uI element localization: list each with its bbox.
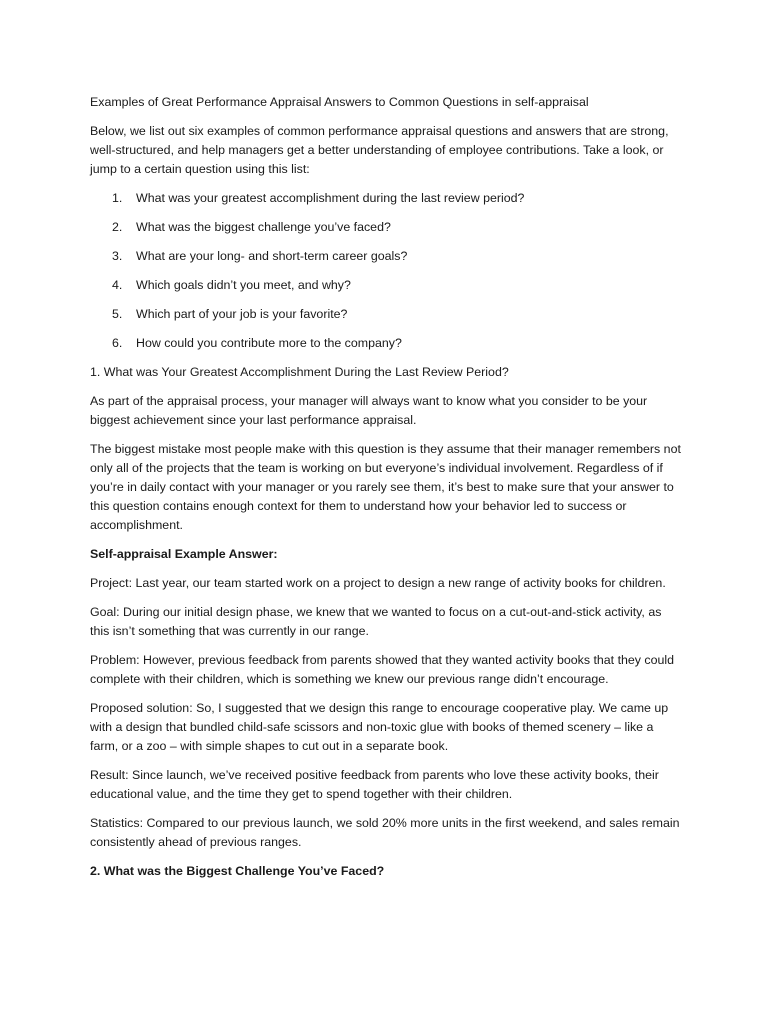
example-answer-heading: Self-appraisal Example Answer:: [90, 547, 278, 561]
list-item: [112, 305, 682, 324]
list-item: [112, 334, 682, 353]
intro-paragraph: Below, we list out six examples of common performance appraisal questions and answers that are strong, well-structured, and help managers get a better understanding of employee contributions. Take a look, or jump to a certain question using this list:: [90, 124, 669, 176]
list-item-text: Which part of your job is your favorite?: [136, 307, 348, 321]
section-1-heading: 1. What was Your Greatest Accomplishment During the Last Review Period?: [90, 365, 509, 379]
list-item: [112, 218, 682, 237]
statistics-paragraph: Statistics: Compared to our previous launch, we sold 20% more units in the first weekend, and sales remain consistently ahead of previous ranges.: [90, 816, 680, 849]
list-item: [112, 189, 682, 208]
section-2-heading: 2. What was the Biggest Challenge You’ve Faced?: [90, 864, 385, 878]
list-item-number: 3.: [112, 249, 123, 263]
list-item-text: What was your greatest accomplishment during the last review period?: [136, 191, 525, 205]
section-1-paragraph-1: As part of the appraisal process, your manager will always want to know what you consider to be your biggest achievement since your last performance appraisal.: [90, 394, 648, 427]
list-item-number: 5.: [112, 307, 123, 321]
solution-paragraph: Proposed solution: So, I suggested that we design this range to encourage cooperative play. We came up with a design that bundled child-safe scissors and non-toxic glue with books of themed scenery – like a farm, or a zoo – with simple shapes to cut out in a separate book.: [90, 701, 669, 753]
list-item-text: What was the biggest challenge you’ve faced?: [136, 220, 391, 234]
list-item-number: 6.: [112, 336, 123, 350]
document-title: Examples of Great Performance Appraisal Answers to Common Questions in self-appraisal: [90, 95, 589, 109]
list-item: [112, 247, 682, 266]
question-list: [90, 189, 682, 353]
problem-paragraph: Problem: However, previous feedback from parents showed that they wanted activity books that they could complete with their children, which is something we knew our previous range didn’t encourage.: [90, 653, 675, 686]
section-1-paragraph-2: The biggest mistake most people make with this question is they assume that their manager remembers not only all of the projects that the team is working on but everyone’s individual involvement. Regardless of if you’re in daily contact with your manager or you rarely see them, it’s best to make sure that your answer to this question contains enough context for them to understand how your behavior led to success or accomplishment.: [90, 442, 681, 532]
document-page: [90, 93, 682, 891]
list-item-number: 1.: [112, 191, 123, 205]
goal-paragraph: Goal: During our initial design phase, we knew that we wanted to focus on a cut-out-and-stick activity, as this isn’t something that was currently in our range.: [90, 605, 662, 638]
list-item-number: 4.: [112, 278, 123, 292]
list-item-text: What are your long- and short-term career goals?: [136, 249, 408, 263]
result-paragraph: Result: Since launch, we’ve received positive feedback from parents who love these activity books, their educational value, and the time they get to spend together with their children.: [90, 768, 659, 801]
list-item-text: How could you contribute more to the company?: [136, 336, 402, 350]
list-item: [112, 276, 682, 295]
project-paragraph: Project: Last year, our team started work on a project to design a new range of activity books for children.: [90, 576, 666, 590]
list-item-text: Which goals didn’t you meet, and why?: [136, 278, 351, 292]
list-item-number: 2.: [112, 220, 123, 234]
